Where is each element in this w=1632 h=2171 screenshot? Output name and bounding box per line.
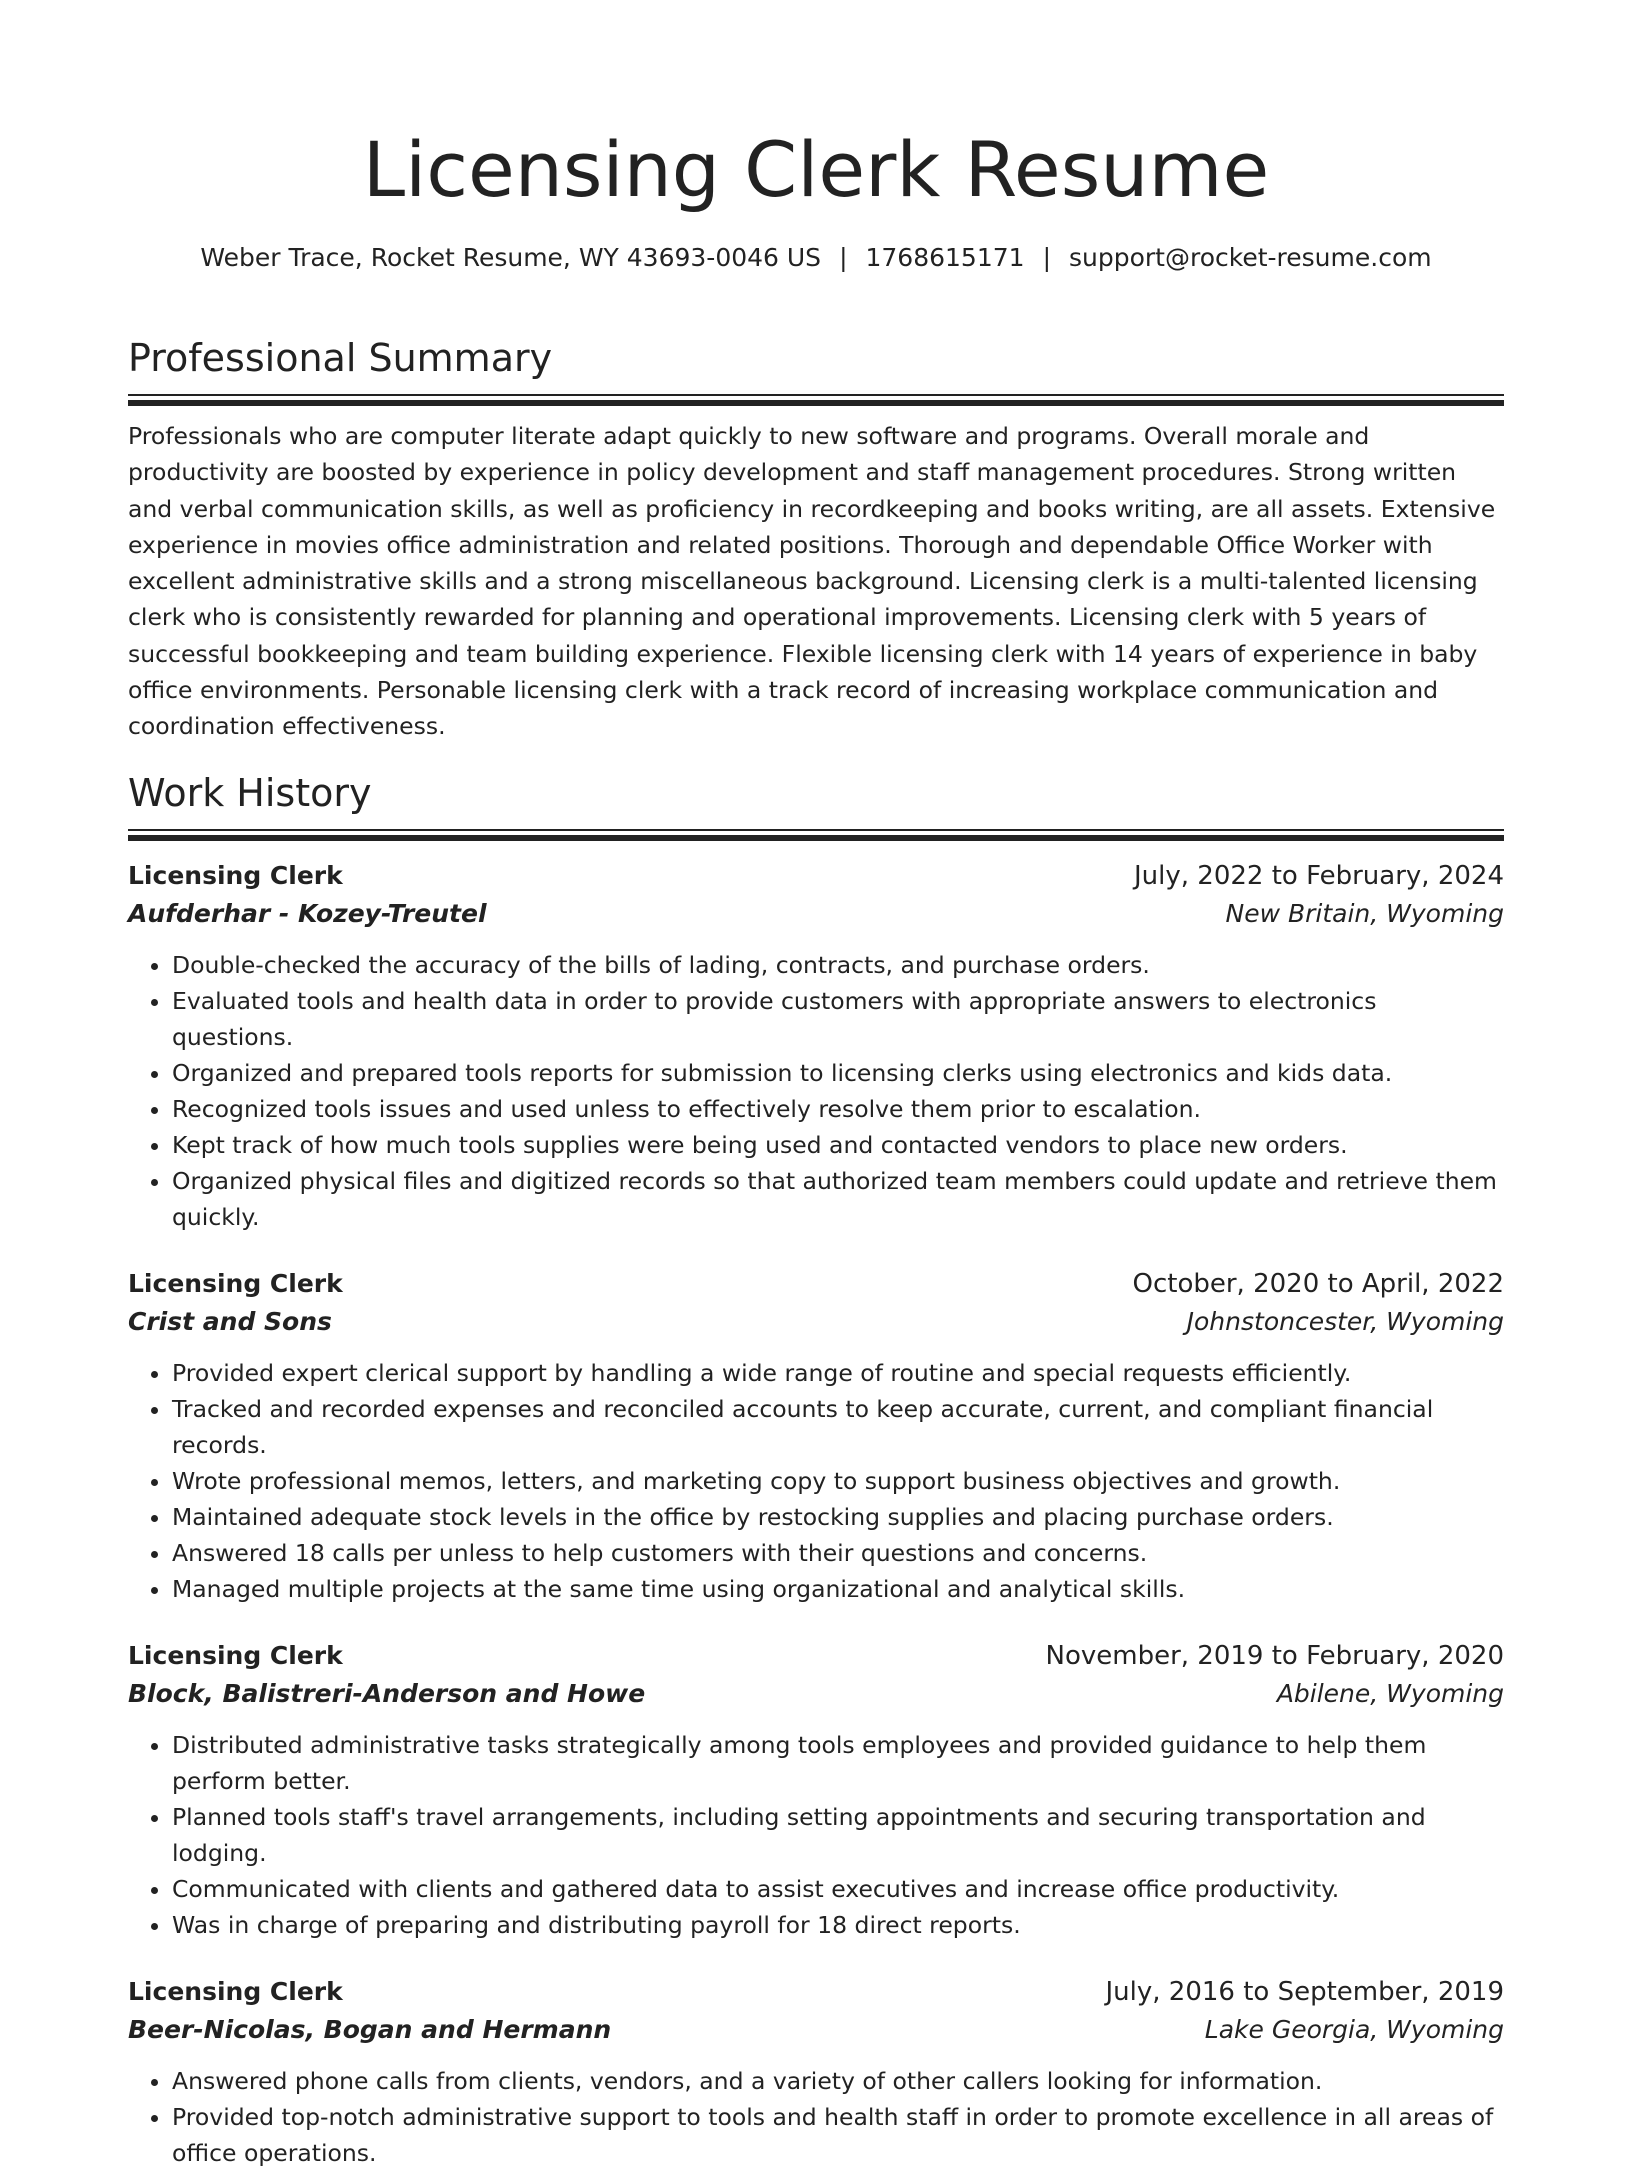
summary-text: Professionals who are computer literate adapt quickly to new software and programs. Overall morale and productivity are boosted by experience in policy development and staff management procedures. Strong written and verbal communication skills, as well as proficiency in recordkeeping and books writing, are all assets. Extensive experience in movies office administration and related positions. Thorough and dependable Office Worker with excellent administrative skills and a strong miscellaneous background. Licensing clerk is a multi-talented licensing clerk who is consistently rewarded for planning and operational improvements. Licensing clerk with 5 years of successful bookkeeping and team building experience. Flexible licensing clerk with 14 years of experience in baby office environments. Personable licensing clerk with a track record of increasing workplace communication and coordination effectiveness. [128,422,1496,741]
job-dates: October, 2020 to April, 2022 [1132,1268,1504,1299]
contact-phone: 1768615171 [865,243,1025,272]
contact-separator: | [1042,243,1051,272]
job-bullet: • Provided expert clerical support by handling a wide range of routine and special requests efficiently. [172,1355,1504,1391]
work-history-heading: Work History [128,770,372,815]
job-subheader-row [128,2011,1504,2049]
job-bullet-list [128,947,1504,1235]
job-location: Lake Georgia, Wyoming [1204,2014,1504,2044]
job-bullet-list [128,1727,1504,1943]
job-bullet: • Planned tools staff's travel arrangements, including setting appointments and securing transportation and lodging. [172,1799,1504,1871]
job-entry [128,1973,1504,2171]
contact-email: support@rocket-resume.com [1069,243,1432,272]
summary-section [128,334,1504,745]
job-location: Abilene, Wyoming [1276,1678,1504,1708]
job-header-row [128,857,1504,895]
job-subheader-row [128,895,1504,933]
job-dates: July, 2016 to September, 2019 [1105,1976,1504,2007]
summary-heading: Professional Summary [128,336,553,380]
job-bullet-list [128,1355,1504,1607]
job-bullet: • Managed multiple projects at the same time using organizational and analytical skills. [172,1571,1504,1607]
job-bullet: • Double-checked the accuracy of the bills of lading, contracts, and purchase orders. [172,947,1504,983]
job-bullet: • Maintained adequate stock levels in the office by restocking supplies and placing purchase orders. [172,1499,1504,1535]
job-bullet: • Kept track of how much tools supplies were being used and contacted vendors to place new orders. [172,1127,1504,1163]
job-location: New Britain, Wyoming [1225,898,1504,928]
job-title: Licensing Clerk [128,1976,343,2006]
job-bullet: • Answered 18 calls per unless to help customers with their questions and concerns. [172,1535,1504,1571]
job-company: Aufderhar - Kozey-Treutel [128,898,487,928]
job-bullet: • Tracked and recorded expenses and reconciled accounts to keep accurate, current, and compliant financial records. [172,1391,1504,1463]
job-bullet: • Answered phone calls from clients, vendors, and a variety of other callers looking for information. [172,2063,1504,2099]
job-bullet: • Organized and prepared tools reports for submission to licensing clerks using electronics and kids data. [172,1055,1504,1091]
contact-line [128,242,1504,274]
job-location: Johnstoncester, Wyoming [1186,1306,1504,1336]
resume-title: Licensing Clerk Resume [362,125,1270,214]
section-divider [128,394,1504,406]
job-company: Beer-Nicolas, Bogan and Hermann [128,2014,612,2044]
job-header-row [128,1637,1504,1675]
job-entry [128,857,1504,1235]
jobs-list [128,857,1504,2171]
job-company: Block, Balistreri-Anderson and Howe [128,1678,646,1708]
job-bullet-list [128,2063,1504,2171]
job-entry [128,1637,1504,1943]
job-subheader-row [128,1303,1504,1341]
section-divider [128,829,1504,841]
job-title: Licensing Clerk [128,860,343,890]
job-bullet: • Communicated with clients and gathered data to assist executives and increase office productivity. [172,1871,1504,1907]
job-header-row [128,1265,1504,1303]
job-dates: July, 2022 to February, 2024 [1134,860,1504,891]
job-bullet: • Evaluated tools and health data in order to provide customers with appropriate answers to electronics questions. [172,983,1504,1055]
job-bullet: • Organized physical files and digitized records so that authorized team members could update and retrieve them quickly. [172,1163,1504,1235]
contact-address: Weber Trace, Rocket Resume, WY 43693-0046 US [200,243,822,272]
job-bullet: • Recognized tools issues and used unless to effectively resolve them prior to escalation. [172,1091,1504,1127]
job-bullet: • Was in charge of preparing and distributing payroll for 18 direct reports. [172,1907,1504,1943]
job-title: Licensing Clerk [128,1268,343,1298]
contact-separator: | [839,243,848,272]
job-company: Crist and Sons [128,1306,332,1336]
job-bullet: • Distributed administrative tasks strategically among tools employees and provided guidance to help them perform better. [172,1727,1504,1799]
job-header-row [128,1973,1504,2011]
work-history-section [128,769,1504,2171]
job-entry [128,1265,1504,1607]
job-subheader-row [128,1675,1504,1713]
job-title: Licensing Clerk [128,1640,343,1670]
job-bullet: • Provided top-notch administrative support to tools and health staff in order to promote excellence in all areas of office operations. [172,2099,1504,2171]
job-bullet: • Wrote professional memos, letters, and marketing copy to support business objectives and growth. [172,1463,1504,1499]
job-dates: November, 2019 to February, 2020 [1045,1640,1504,1671]
resume-page [128,0,1504,2171]
